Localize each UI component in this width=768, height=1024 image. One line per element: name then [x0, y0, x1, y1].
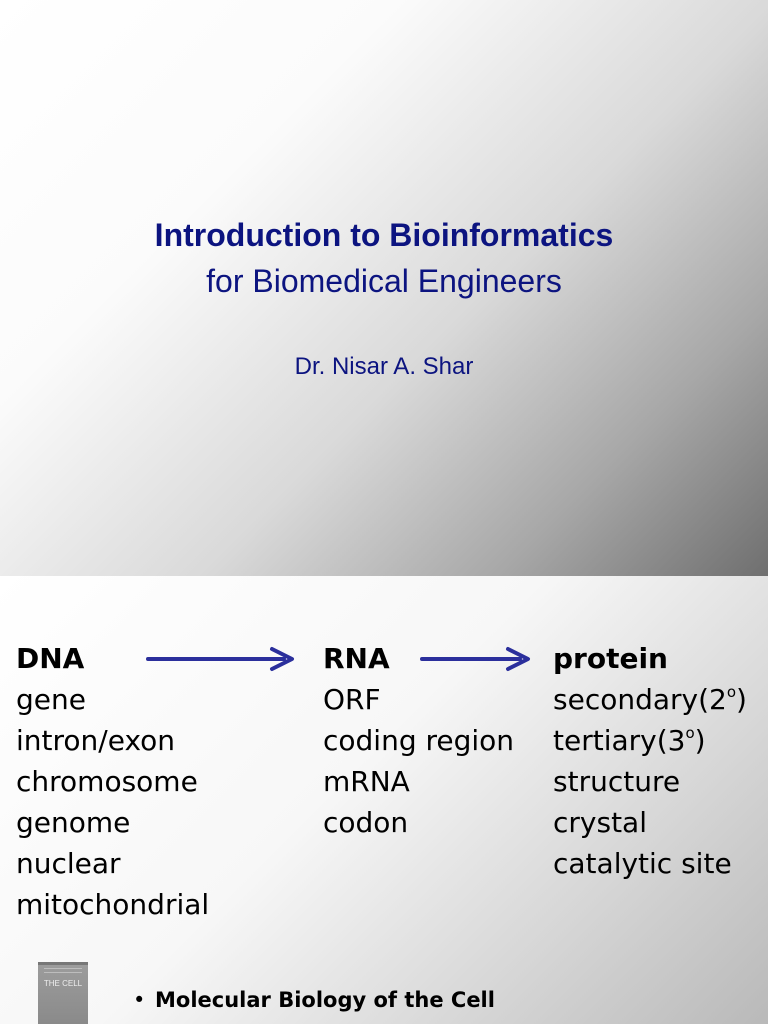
dna-term: gene — [16, 683, 86, 716]
rna-term: codon — [323, 806, 409, 839]
rna-term: mRNA — [323, 765, 410, 798]
dna-term: mitochondrial — [16, 888, 210, 921]
protein-term: crystal — [553, 806, 647, 839]
dna-term: intron/exon — [16, 724, 176, 757]
rna-term: coding region — [323, 724, 515, 757]
book-cover-image — [38, 962, 88, 1024]
bullet-icon: • — [133, 988, 146, 1012]
dna-term: nuclear — [16, 847, 121, 880]
protein-term: tertiary(3$^o$) — [553, 724, 706, 757]
slide-subtitle: for Biomedical Engineers — [206, 263, 562, 299]
book-cover-label: THE CELL — [43, 979, 83, 988]
protein-term: catalytic site — [553, 847, 732, 880]
dna-column — [16, 638, 209, 925]
book-cover-decoration — [44, 968, 82, 973]
dna-term: genome — [16, 806, 131, 839]
protein-term: secondary(2$^o$) — [553, 683, 747, 716]
dna-heading: DNA — [16, 642, 85, 675]
slide-author: Dr. Nisar A. Shar — [294, 353, 474, 380]
protein-heading: protein — [553, 642, 668, 675]
dna-term: chromosome — [16, 765, 198, 798]
protein-term: structure — [553, 765, 681, 798]
bullet-text: Molecular Biology of the Cell — [155, 988, 495, 1012]
rna-term: ORF — [323, 683, 381, 716]
dna-to-rna-arrow-icon — [146, 646, 296, 672]
protein-column — [553, 638, 747, 884]
slide-title: Introduction to Bioinformatics — [154, 217, 614, 253]
rna-to-protein-arrow-icon — [420, 646, 532, 672]
rna-heading: RNA — [323, 642, 390, 675]
bullet-item — [133, 988, 495, 1012]
